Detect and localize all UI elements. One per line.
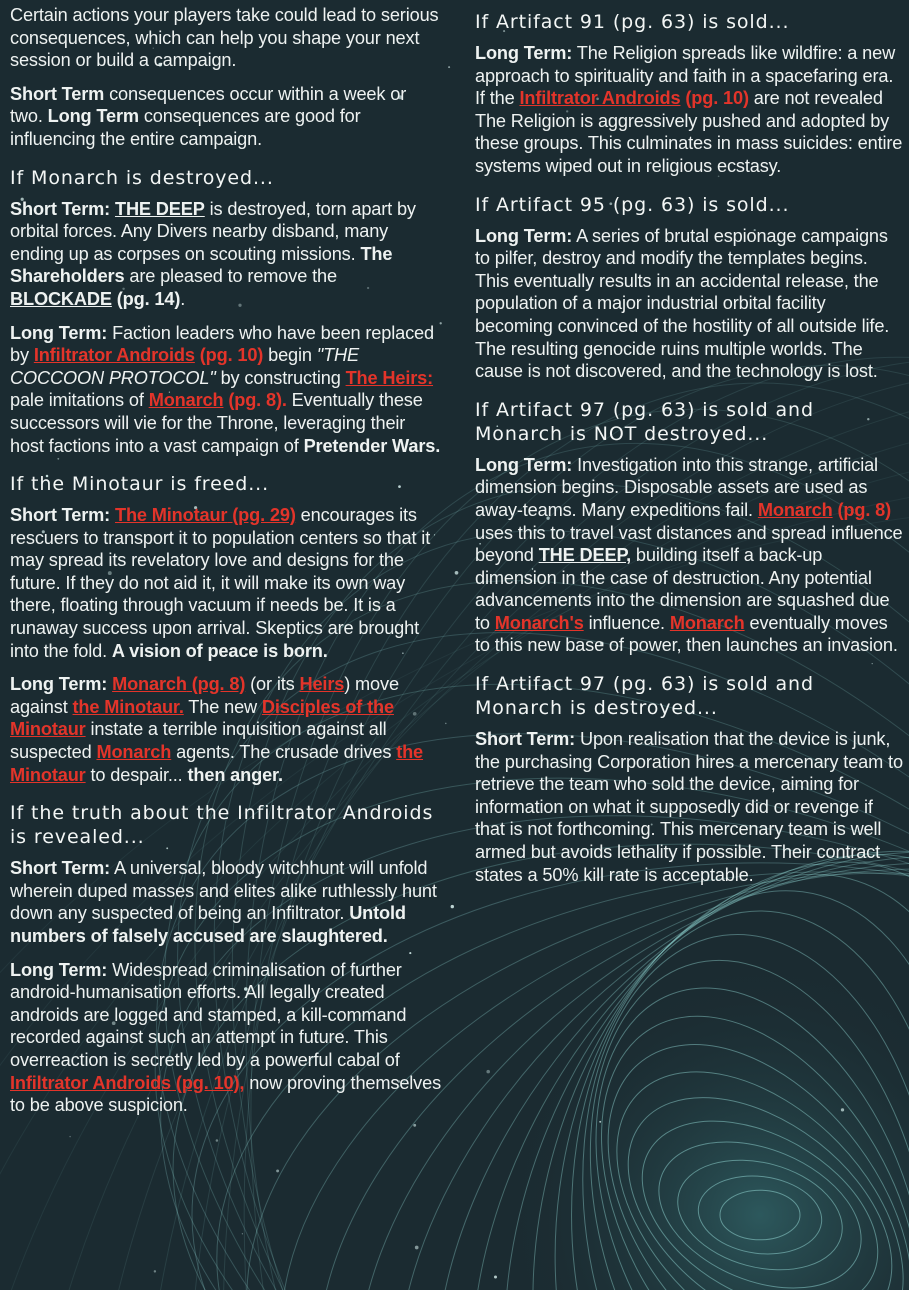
page-reference-link[interactable]: (pg. 10), (171, 1072, 245, 1093)
the-deep-term: THE DEEP (114, 198, 205, 219)
text: instate a terrible inquisition against all suspected (10, 719, 387, 763)
infiltrator-androids-link[interactable]: Infiltrator Androids (33, 345, 195, 366)
emphasis-text: A vision of peace is born. (111, 640, 328, 661)
artifact-97-destroyed-short-term (475, 728, 903, 886)
artifact-97-not-destroyed-long-term (475, 454, 903, 657)
heading-minotaur-freed: If the Minotaur is freed... (10, 473, 270, 496)
text: building itself a back-up dimension in the case of destruction. Any potential advancements into the dimension are squashed due to (475, 545, 890, 633)
star-dot (415, 1246, 419, 1250)
monarch-link[interactable]: Monarch (148, 390, 224, 411)
the-minotaur-link[interactable]: the Minotaur (10, 742, 424, 785)
star-dot (455, 571, 459, 575)
monarch-link[interactable]: Monarch (669, 612, 745, 633)
text: is destroyed, torn apart by orbital forces. Any Divers nearby disband, many ending up as corpses on scouting missions. (10, 198, 416, 264)
monarch-link[interactable]: Monarch (757, 499, 833, 520)
text: are pleased to remove the (124, 266, 337, 287)
star-dot (242, 1233, 243, 1234)
text: Upon realisation that the device is junk, the purchasing Corporation hires a mercenary team to retrieve the team who sold the device, aiming for information on what it supposedly did or revenge if that is not forthcoming. This mercenary team is well armed but avoids lethality if possible. Their contract states a 50% kill rate is acceptable. (475, 729, 903, 885)
intro-paragraph (10, 4, 442, 72)
minotaur-freed-short-term (10, 504, 442, 662)
heading-artifact-97-destroyed: If Artifact 97 (pg. 63) is sold and Monarch is destroyed... (475, 673, 814, 720)
star-dot (69, 1136, 70, 1137)
artifact-95-long-term (475, 225, 903, 383)
star-dot (494, 1276, 497, 1279)
text: Eventually these successors will vie for the Throne, leveraging their host factions into a vast campaign of (10, 390, 423, 456)
text: eventually moves to this new base of power, then launches an invasion. (475, 612, 898, 656)
page-reference-link[interactable]: (pg. 8) (832, 499, 892, 520)
shareholders-term: The Shareholders (10, 243, 393, 287)
page-reference-link[interactable]: (pg. 10) (680, 88, 749, 109)
text: to despair... (85, 764, 188, 785)
long-term-label: Long Term: (475, 454, 573, 475)
text: pale imitations of (10, 390, 149, 411)
star-dot (599, 1121, 601, 1123)
disciples-of-the-minotaur-link[interactable]: Disciples of the Minotaur (10, 696, 394, 740)
text: agents. The crusade drives (171, 742, 397, 763)
long-term-label: Long Term: (10, 674, 108, 695)
page-reference: (pg. 14) (111, 288, 181, 309)
emphasis-text: then anger. (187, 764, 283, 785)
text: A universal, bloody witchhunt will unfold wherein duped masses and elites alike ruthlessly hunt down any suspected of being an Infiltrator. (10, 858, 437, 924)
text: uses this to travel vast distances and spread influence beyond (475, 522, 903, 566)
page-reference-link[interactable]: (pg. 8). (223, 390, 287, 411)
text: ) move against (10, 674, 399, 717)
short-term-label: Short Term: (10, 505, 111, 526)
text: The Religion spreads like wildfire: a new approach to spirituality and faith in a spacefaring era. If the (475, 43, 896, 109)
text: Widespread criminalisation of further android-humanisation efforts. All legally created androids are logged and stamped, a kill-command recorded against such an attempt in future. This overreaction is secretly led by a powerful cabal of (10, 959, 407, 1070)
heirs-link[interactable]: Heirs (299, 674, 345, 695)
short-term-label: Short Term: (10, 858, 111, 879)
star-dot (276, 1169, 279, 1172)
androids-revealed-short-term (10, 857, 442, 947)
monarch-destroyed-short-term (10, 198, 442, 311)
emphasis-text: Untold numbers of falsely accused are slaughtered. (10, 903, 406, 946)
androids-revealed-long-term (10, 959, 442, 1117)
heading-artifact-91: If Artifact 91 (pg. 63) is sold... (475, 11, 790, 33)
term-definition-paragraph (10, 83, 442, 151)
text: A series of brutal espionage campaigns to pilfer, destroy and modify the templates begins. This eventually results in an accidental release, the population of a major industrial orbital facility becoming convinced of the hostility of all outside life. The resulting genocide ruins multiple worlds. The cause is not discovered, and the technology is lost. (475, 225, 890, 382)
text: now proving themselves to be above suspicion. (10, 1072, 442, 1116)
star-dot (451, 905, 454, 908)
left-column (10, 4, 442, 1128)
monarchs-link[interactable]: Monarch's (494, 612, 584, 633)
heading-artifact-95: If Artifact 95 (pg. 63) is sold... (475, 193, 790, 216)
long-term-label: Long Term: (10, 959, 108, 980)
minotaur-freed-long-term (10, 673, 442, 786)
pretender-wars-term: Pretender Wars. (303, 435, 441, 456)
infiltrator-androids-link[interactable]: Infiltrator Androids (10, 1072, 172, 1093)
blockade-term: BLOCKADE (10, 288, 112, 309)
short-term-label: Short Term: (475, 729, 576, 750)
monarch-link[interactable]: Monarch (112, 674, 187, 695)
infiltrator-androids-link[interactable]: Infiltrator Androids (519, 88, 681, 109)
page-reference-link[interactable]: (pg. 10) (194, 345, 264, 366)
long-term-label: Long Term: (10, 322, 108, 343)
text: The new (183, 696, 262, 717)
short-term-label: Short Term (10, 83, 105, 104)
text: begin (263, 345, 317, 366)
star-dot (486, 1070, 490, 1074)
the-deep-term: THE DEEP, (538, 545, 631, 566)
monarch-link[interactable]: Monarch (96, 742, 172, 763)
text: by constructing (215, 367, 346, 388)
the-minotaur-link[interactable]: the Minotaur. (72, 696, 184, 717)
protocol-name: "THE COCCOON PROTOCOL" (10, 345, 360, 388)
text: influence. (583, 612, 670, 633)
heading-monarch-destroyed: If Monarch is destroyed... (10, 166, 274, 189)
short-term-label: Short Term: (10, 198, 111, 219)
page-reference-link[interactable]: (pg. 29) (227, 505, 296, 526)
text: consequences are good for influencing the entire campaign. (10, 106, 361, 149)
star-dot (216, 1139, 219, 1142)
intro-text: Certain actions your players take could lead to serious consequences, which can help you shape your next session or build a campaign. (10, 5, 439, 71)
text: . (180, 288, 186, 309)
text: consequences occur within a week or two. (10, 83, 407, 127)
right-column (475, 4, 903, 897)
text: encourages its rescuers to transport it to population centers so that it may spread its revelatory love and designs for the future. If they do not aid it, it will make its own way there, floating through vacuum if needs be. It is a runaway success upon arrival. Skeptics are brought into the fold. (10, 505, 431, 661)
page-reference-link[interactable]: (pg. 8) (186, 674, 246, 695)
long-term-label: Long Term: (475, 43, 573, 63)
monarch-destroyed-long-term (10, 322, 442, 458)
heading-artifact-97-not-destroyed: If Artifact 97 (pg. 63) is sold and Monarch is NOT destroyed... (475, 398, 814, 445)
the-minotaur-link[interactable]: The Minotaur (114, 505, 228, 526)
star-dot (448, 66, 450, 68)
heading-androids-revealed: If the truth about the Infiltrator Androids is revealed... (10, 802, 434, 849)
long-term-label: Long Term: (475, 225, 573, 246)
text: Faction leaders who have been replaced by (10, 322, 434, 366)
star-dot (154, 1270, 156, 1272)
star-dot (445, 723, 447, 725)
text: Investigation into this strange, artificial dimension begins. Disposable assets are used as away-teams. Many expeditions fail. (475, 454, 878, 520)
star-dot (841, 1108, 844, 1111)
long-term-label: Long Term (47, 106, 139, 127)
artifact-91-long-term (475, 42, 903, 178)
text: (or its (245, 674, 300, 695)
the-heirs-link[interactable]: The Heirs: (345, 367, 434, 388)
text: are not revealed The Religion is aggressively pushed and adopted by these groups. This culminates in mass suicides: entire systems wiped out in religious ecstasy. (475, 88, 903, 176)
